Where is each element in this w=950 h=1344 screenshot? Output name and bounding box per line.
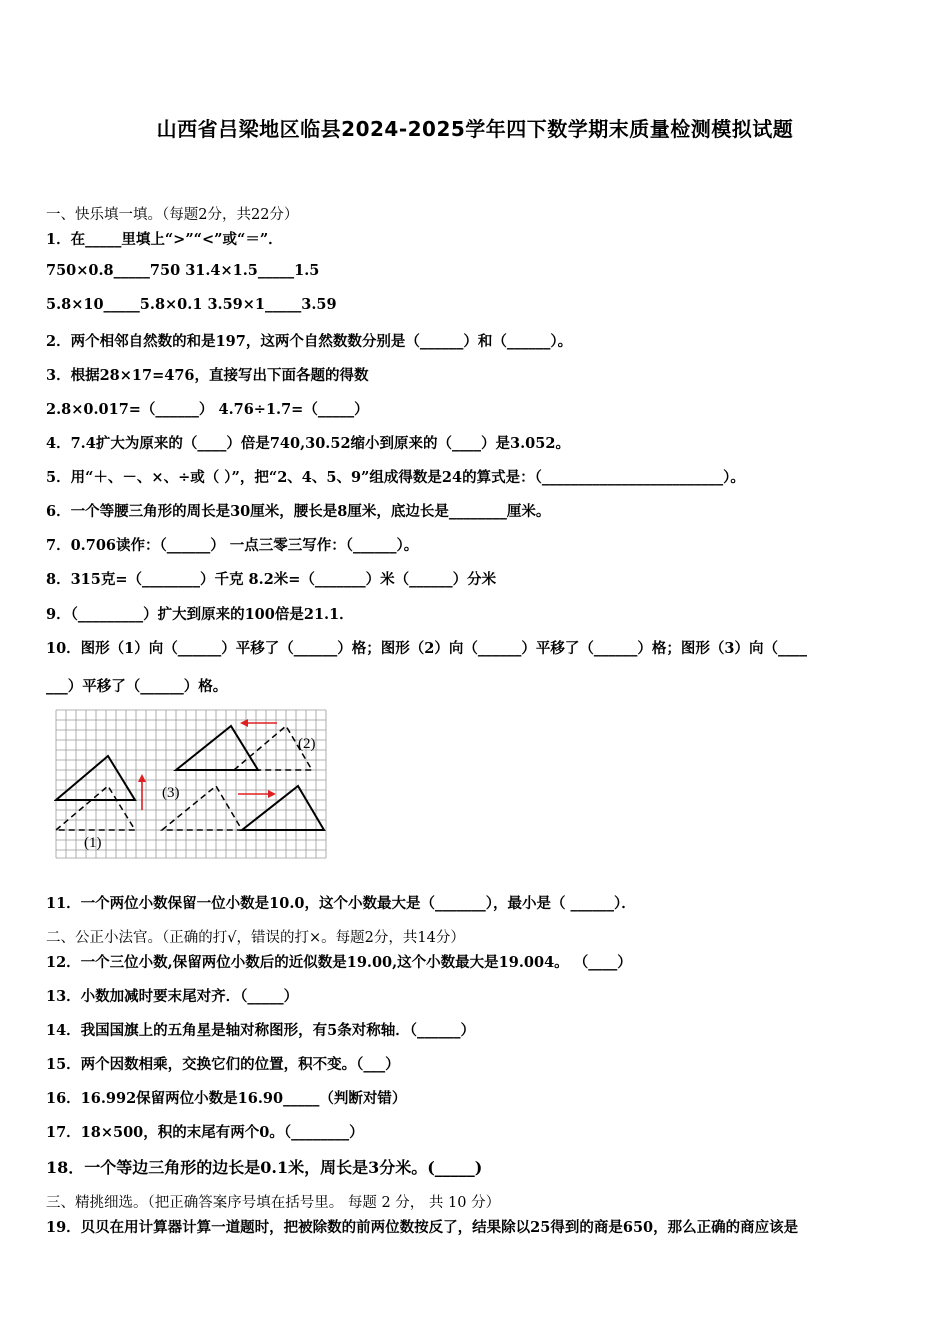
question-14: 14．我国国旗上的五角星是轴对称图形，有5条对称轴．（______） [46, 1022, 476, 1039]
question-9: 9．（_________）扩大到原来的100倍是21.1． [46, 606, 354, 623]
translation-grid-figure [54, 708, 328, 860]
up-arrow-icon [138, 774, 146, 810]
question-13: 13．小数加减时要末尾对齐．（_____） [46, 988, 299, 1005]
question-1-row-b: 5.8×10_____5.8×0.1 3.59×1_____3.59 [46, 296, 337, 313]
question-6: 6．一个等腰三角形的周长是30厘米，腰长是8厘米，底边长是________厘米。 [46, 503, 551, 520]
question-5: 5．用“＋、－、×、÷或（ ）”，把“2、4、5、9”组成得数是24的算式是：（_________________________）。 [46, 469, 745, 486]
question-12: 12．一个三位小数,保留两位小数后的近似数是19.00,这个小数最大是19.004。 （____） [46, 954, 632, 971]
right-arrow-icon [238, 790, 276, 798]
triangle-1-solid [56, 756, 135, 800]
figure-label-3: (3) [162, 785, 180, 801]
question-2: 2．两个相邻自然数的和是197，这两个自然数数分别是（______）和（______）。 [46, 333, 573, 350]
question-10-line-1: 10．图形（1）向（______）平移了（______）格；图形（2）向（______）平移了（______）格；图形（3）向（____ [46, 640, 807, 657]
question-18: 18．一个等边三角形的边长是0.1米，周长是3分米。(_____) [46, 1158, 483, 1177]
question-11: 11．一个两位小数保留一位小数是10.0，这个小数最大是（_______），最小是（ ______）． [46, 895, 636, 912]
triangle-1-dashed [56, 786, 135, 830]
question-16: 16．16.992保留两位小数是16.90_____（判断对错） [46, 1090, 407, 1107]
question-15: 15．两个因数相乘，交换它们的位置，积不变。（___） [46, 1056, 400, 1073]
question-8: 8．315克=（________）千克 8.2米=（_______）米（______）分米 [46, 571, 497, 588]
section-heading-2: 二、公正小法官。（正确的打√，错误的打×。每题2分，共14分） [46, 930, 465, 946]
triangle-3-solid [242, 786, 324, 830]
question-4: 4．7.4扩大为原来的（____）倍是740,30.52缩小到原来的（____）是3.052。 [46, 435, 570, 452]
question-7: 7．0.706读作：（______） 一点三零三写作：（______）。 [46, 537, 419, 554]
section-heading-3: 三、精挑细选。（把正确答案序号填在括号里。 每题 2 分， 共 10 分） [46, 1195, 501, 1211]
question-3: 3．根据28×17=476，直接写出下面各题的得数 [46, 367, 369, 384]
question-1-row-a: 750×0.8_____750 31.4×1.5_____1.5 [46, 262, 320, 279]
question-1: 1．在_____里填上“>”“<”或“＝”． [46, 231, 283, 248]
figure-label-1: (1) [84, 835, 102, 851]
question-3-row-a: 2.8×0.017=（______） 4.76÷1.7=（_____） [46, 401, 369, 418]
section-heading-1: 一、快乐填一填。（每题2分，共22分） [46, 207, 299, 223]
question-19: 19．贝贝在用计算器计算一道题时，把被除数的前两位数按反了，结果除以25得到的商是650，那么正确的商应该是 [46, 1219, 799, 1236]
question-10-line-2: ___）平移了（______）格。 [46, 678, 228, 695]
figure-label-2: (2) [298, 736, 316, 752]
page-title: 山西省吕梁地区临县2024-2025学年四下数学期末质量检测模拟试题 [156, 117, 794, 141]
question-17: 17．18×500，积的末尾有两个0。（________） [46, 1124, 364, 1141]
